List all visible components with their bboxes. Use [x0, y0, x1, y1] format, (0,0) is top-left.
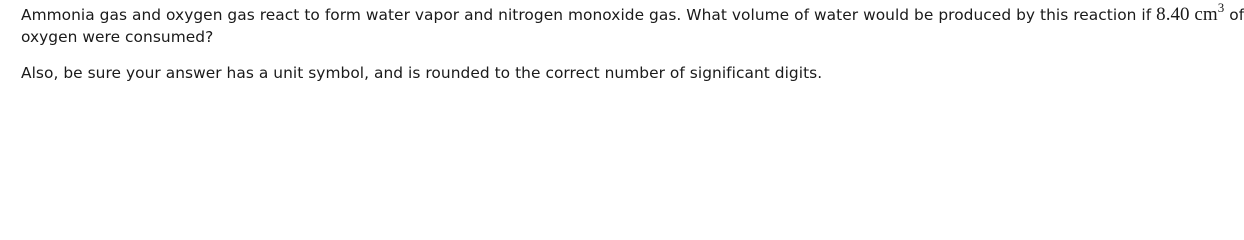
unit-exponent: 3	[1217, 0, 1225, 15]
answer-instructions: Also, be sure your answer has a unit symbol, and is rounded to the correct number of significant digits.	[21, 64, 823, 82]
question-text	[21, 0, 1244, 48]
question-text-end: of	[1224, 6, 1244, 24]
given-volume	[1156, 0, 1225, 25]
question-text-start: Ammonia gas and oxygen gas react to form water vapor and nitrogen monoxide gas. What volume of water would be produced by this reaction if	[21, 6, 1157, 24]
given-volume-unit: cm	[1194, 4, 1218, 25]
question-line-1	[21, 0, 1244, 26]
question-line-2: oxygen were consumed?	[21, 28, 214, 46]
given-volume-value: 8.40	[1156, 4, 1190, 25]
